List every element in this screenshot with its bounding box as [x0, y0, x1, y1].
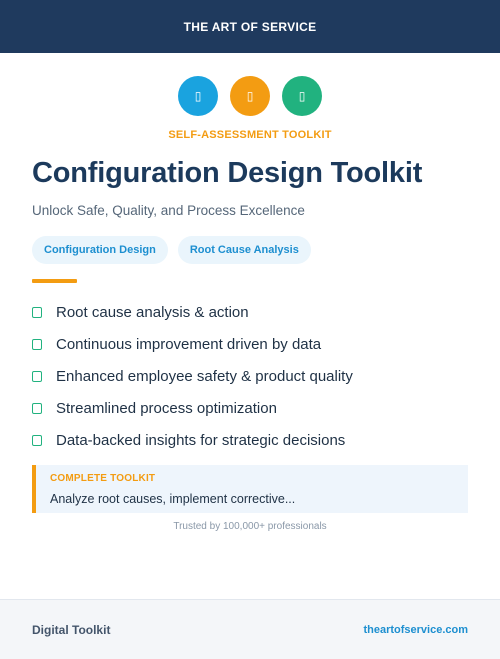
- list-item: [32, 392, 353, 424]
- feature-label: Data-backed insights for strategic decisions: [56, 431, 346, 449]
- feature-label: Enhanced employee safety & product quality: [56, 367, 353, 385]
- tag-configuration-design: Configuration Design: [32, 236, 168, 264]
- check-icon: [32, 403, 42, 414]
- feature-label: Streamlined process optimization: [56, 399, 277, 417]
- callout-label: COMPLETE TOOLKIT: [50, 473, 156, 484]
- list-item: [32, 424, 353, 456]
- check-icon: [32, 435, 42, 446]
- list-item: [32, 328, 353, 360]
- tag-list: [32, 236, 311, 264]
- feature-label: Continuous improvement driven by data: [56, 335, 322, 353]
- feature-label: Root cause analysis & action: [56, 303, 249, 321]
- list-item: [32, 360, 353, 392]
- check-icon: [32, 307, 42, 318]
- check-icon: [32, 371, 42, 382]
- footer: [0, 599, 500, 659]
- icon-row: [0, 76, 500, 116]
- website-link[interactable]: theartofservice.com: [363, 623, 468, 636]
- document-icon: ▯: [282, 76, 322, 116]
- document-icon: ▯: [178, 76, 218, 116]
- toolkit-callout: [32, 465, 468, 513]
- accent-divider: [32, 279, 77, 283]
- eyebrow-label: SELF-ASSESSMENT TOOLKIT: [168, 129, 332, 141]
- page-title: Configuration Design Toolkit: [32, 157, 423, 189]
- footer-label: Digital Toolkit: [32, 622, 111, 637]
- list-item: [32, 296, 353, 328]
- brand-name: THE ART OF SERVICE: [183, 19, 317, 34]
- tag-root-cause-analysis: Root Cause Analysis: [178, 236, 311, 264]
- callout-text: Analyze root causes, implement corrective...: [50, 492, 296, 506]
- top-banner: [0, 0, 500, 53]
- document-icon: ▯: [230, 76, 270, 116]
- page-subtitle: Unlock Safe, Quality, and Process Excellence: [32, 203, 305, 218]
- check-icon: [32, 339, 42, 350]
- trust-note: Trusted by 100,000+ professionals: [173, 521, 327, 532]
- feature-list: [32, 296, 353, 456]
